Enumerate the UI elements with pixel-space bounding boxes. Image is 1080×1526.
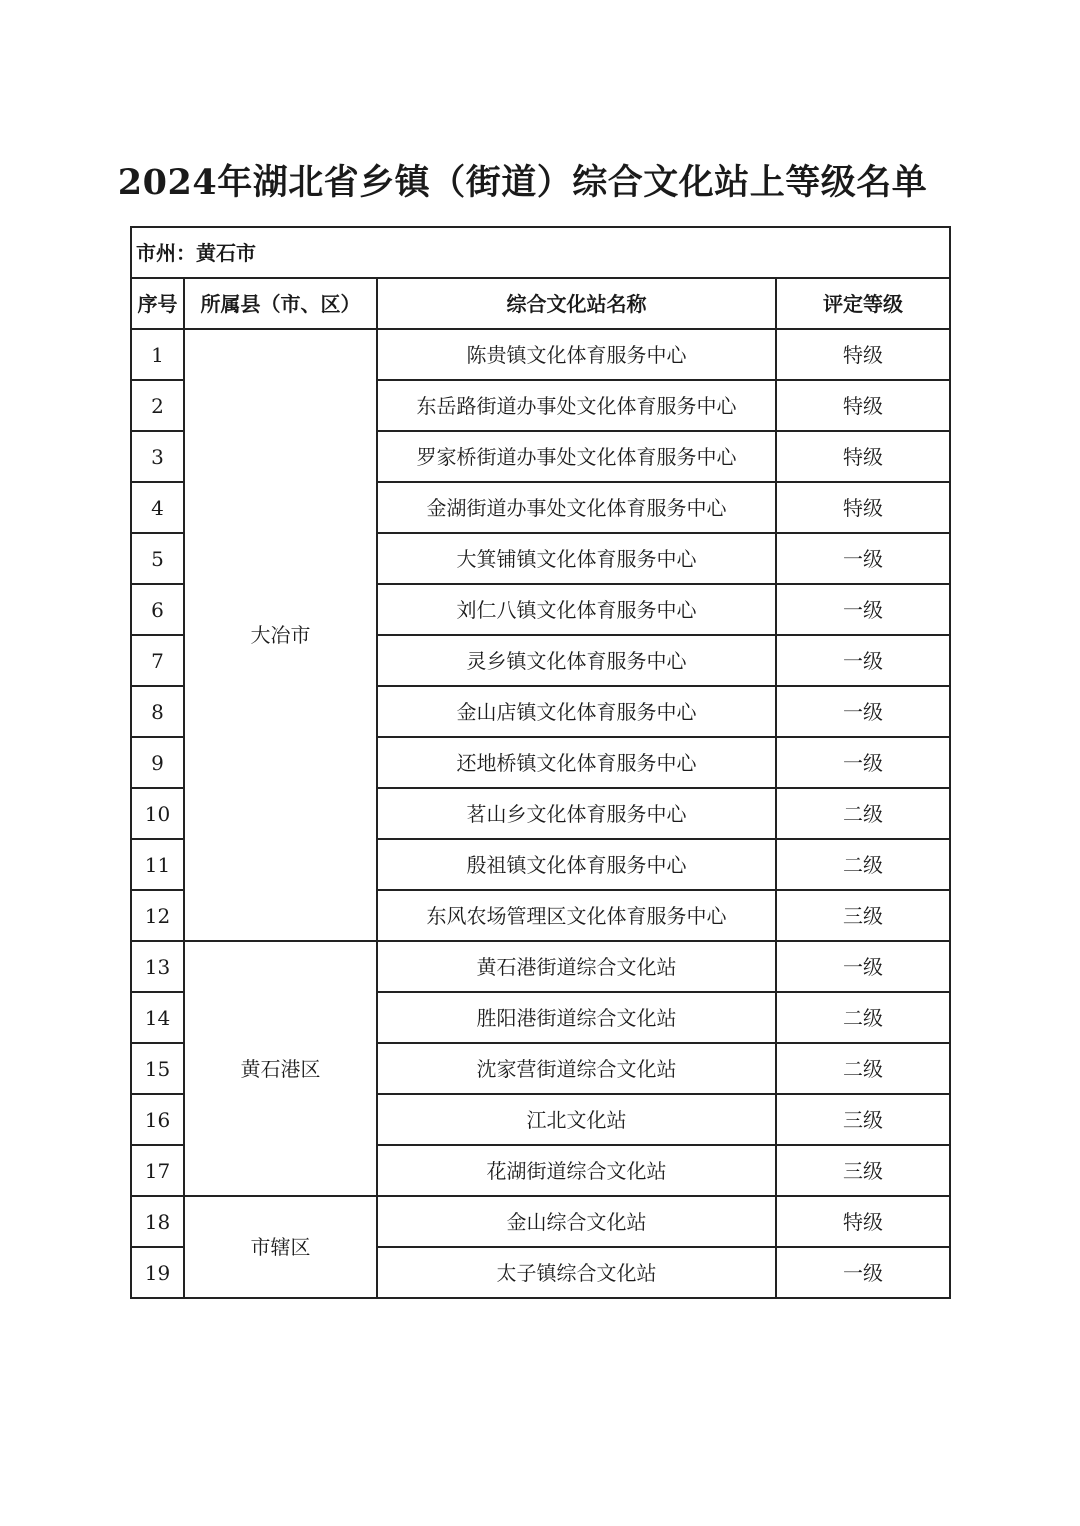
county-cell: 黄石港区 [184, 941, 377, 1196]
grade-value: 一级 [776, 941, 950, 992]
station-name: 罗家桥街道办事处文化体育服务中心 [377, 431, 776, 482]
row-seq: 7 [131, 635, 184, 686]
row-seq: 2 [131, 380, 184, 431]
row-seq: 19 [131, 1247, 184, 1298]
row-seq: 3 [131, 431, 184, 482]
table-header-row [131, 278, 950, 329]
table-row [131, 1196, 950, 1247]
station-name: 太子镇综合文化站 [377, 1247, 776, 1298]
row-seq: 12 [131, 890, 184, 941]
grade-value: 二级 [776, 839, 950, 890]
row-seq: 5 [131, 533, 184, 584]
grade-value: 特级 [776, 431, 950, 482]
table-row [131, 329, 950, 380]
grade-value: 一级 [776, 635, 950, 686]
table-row [131, 941, 950, 992]
county-cell: 市辖区 [184, 1196, 377, 1298]
row-seq: 17 [131, 1145, 184, 1196]
row-seq: 16 [131, 1094, 184, 1145]
grade-value: 一级 [776, 686, 950, 737]
header-station: 综合文化站名称 [377, 278, 776, 329]
row-seq: 4 [131, 482, 184, 533]
row-seq: 13 [131, 941, 184, 992]
row-seq: 18 [131, 1196, 184, 1247]
grade-value: 特级 [776, 1196, 950, 1247]
county-cell: 大冶市 [184, 329, 377, 941]
station-name: 大箕铺镇文化体育服务中心 [377, 533, 776, 584]
station-name: 东岳路街道办事处文化体育服务中心 [377, 380, 776, 431]
station-name: 金山店镇文化体育服务中心 [377, 686, 776, 737]
grade-value: 特级 [776, 329, 950, 380]
station-name: 陈贵镇文化体育服务中心 [377, 329, 776, 380]
header-grade: 评定等级 [776, 278, 950, 329]
station-name: 东风农场管理区文化体育服务中心 [377, 890, 776, 941]
grade-value: 三级 [776, 1094, 950, 1145]
station-name: 还地桥镇文化体育服务中心 [377, 737, 776, 788]
row-seq: 8 [131, 686, 184, 737]
station-name: 胜阳港街道综合文化站 [377, 992, 776, 1043]
grade-value: 三级 [776, 890, 950, 941]
grade-value: 三级 [776, 1145, 950, 1196]
header-seq: 序号 [131, 278, 184, 329]
station-name: 灵乡镇文化体育服务中心 [377, 635, 776, 686]
grade-value: 一级 [776, 1247, 950, 1298]
page-title: 2024年湖北省乡镇（街道）综合文化站上等级名单 [117, 162, 928, 203]
station-name: 花湖街道综合文化站 [377, 1145, 776, 1196]
grade-value: 一级 [776, 584, 950, 635]
row-seq: 9 [131, 737, 184, 788]
grade-value: 二级 [776, 788, 950, 839]
grade-value: 特级 [776, 482, 950, 533]
station-name: 金湖街道办事处文化体育服务中心 [377, 482, 776, 533]
row-seq: 1 [131, 329, 184, 380]
city-label: 市州：黄石市 [131, 227, 950, 278]
station-name: 金山综合文化站 [377, 1196, 776, 1247]
station-name: 沈家营街道综合文化站 [377, 1043, 776, 1094]
grade-value: 特级 [776, 380, 950, 431]
row-seq: 6 [131, 584, 184, 635]
grade-value: 一级 [776, 533, 950, 584]
station-name: 茗山乡文化体育服务中心 [377, 788, 776, 839]
grade-value: 二级 [776, 992, 950, 1043]
row-seq: 14 [131, 992, 184, 1043]
station-name: 刘仁八镇文化体育服务中心 [377, 584, 776, 635]
row-seq: 11 [131, 839, 184, 890]
station-name: 黄石港街道综合文化站 [377, 941, 776, 992]
row-seq: 10 [131, 788, 184, 839]
station-name: 殷祖镇文化体育服务中心 [377, 839, 776, 890]
station-name: 江北文化站 [377, 1094, 776, 1145]
row-seq: 15 [131, 1043, 184, 1094]
grade-value: 一级 [776, 737, 950, 788]
grade-list-table [130, 226, 951, 1299]
table-body [131, 227, 950, 1298]
grade-value: 二级 [776, 1043, 950, 1094]
header-county: 所属县（市、区） [184, 278, 377, 329]
city-row [131, 227, 950, 278]
